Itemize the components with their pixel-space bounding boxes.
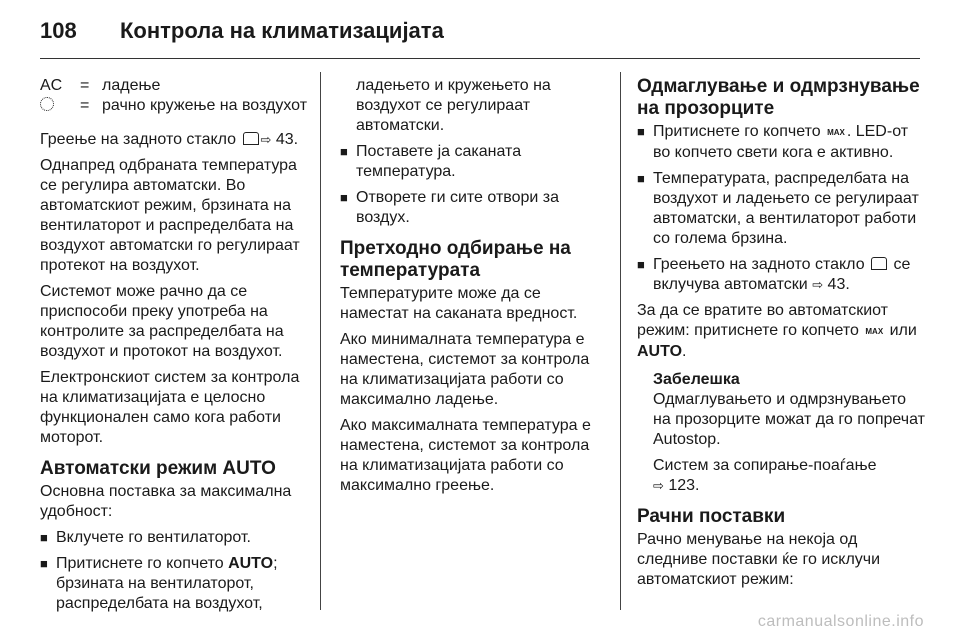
paragraph: Основна поставка за максимална удобност: xyxy=(40,483,292,520)
paragraph: Електронскиот систем за контрола на климатизацијата е целосно функционален само кога работи моторот. xyxy=(40,369,300,446)
header-rule xyxy=(40,58,920,59)
heading-manual-settings: Рачни поставки xyxy=(637,506,786,527)
bullet-item: ■ Притиснете го копчето AUTO; брзината на вентилаторот, распределбата на воздухот, xyxy=(40,554,312,614)
note-title: Забелешка xyxy=(653,371,740,388)
paragraph: Системот може рачно да се приспособи преку употреба на контролите за распределбата на воздухот и протокот на воздухот. xyxy=(40,283,284,360)
page-ref-arrow-icon: ⇨ xyxy=(260,132,272,147)
note-ref: Систем за сопирање-поаѓање ⇨ 123. xyxy=(653,457,877,494)
page-header xyxy=(40,14,920,54)
equals-sign: = xyxy=(80,77,90,94)
page-number: 108 xyxy=(40,18,77,43)
paragraph: Рачно менување на некоја од следниве поставки ќе го исклучи автоматскиот режим: xyxy=(637,531,881,588)
paragraph: Температурите може да се наместат на саканата вредност. xyxy=(340,285,578,322)
rear-window-heat-icon xyxy=(871,257,887,270)
windscreen-defrost-icon: MAX xyxy=(827,128,845,137)
bullet-item: ■ Отворете ги сите отвори за воздух. xyxy=(340,188,600,228)
column-2 xyxy=(340,76,600,502)
page-ref-arrow-icon: ⇨ xyxy=(812,277,824,292)
rear-window-heat-icon xyxy=(243,132,259,145)
paragraph: Ако максималната температура е наместена, системот за контрола на климатизацијата работи со максимално греење. xyxy=(340,417,591,494)
bullet-item: ■ Греењето на задното стакло се вклучува автоматски ⇨ 43. xyxy=(637,255,927,295)
note-text: Одмаглувањето и одмрзнувањето на прозорците можат да го попречат Autostop. xyxy=(653,391,925,448)
bullet-item: ■ Поставете ја саканата температура. xyxy=(340,142,600,182)
page-title: Контрола на климатизацијата xyxy=(120,18,444,43)
windscreen-defrost-icon: MAX xyxy=(865,327,884,336)
bullet-item: ■ Температурата, распределбата на воздухот и ладењето се регулираат автоматски, а вентилаторот работи со голема брзина. xyxy=(637,169,927,249)
column-divider-1 xyxy=(320,72,321,610)
symbol-ac-row xyxy=(40,76,312,96)
heading-defog: Одмаглување и одмрзнување на прозорците xyxy=(637,76,920,119)
equals-sign: = xyxy=(80,97,90,114)
note-block xyxy=(637,370,927,496)
paragraph: За да се вратите во автоматскиот режим: притиснете го копчето MAX или AUTO. xyxy=(637,302,917,360)
bullet-item: ■ Вклучете го вентилаторот. xyxy=(40,528,312,548)
paragraph: Ако минималната температура е наместена, системот за контрола на климатизацијата работи со максимално ладење. xyxy=(340,331,590,408)
watermark: carmanualsonline.info xyxy=(757,613,924,630)
ac-symbol: AC xyxy=(40,77,63,94)
paragraph: Однапред одбраната температура се регулира автоматски. Во автоматскиот режим, брзината на вентилаторот и распределбата на воздухот автоматски го регулираат протекот на воздухот. xyxy=(40,157,300,274)
recirculation-icon xyxy=(40,97,54,111)
paragraph: ладењето и кружењето на воздухот се регулираат автоматски. xyxy=(356,77,551,134)
rear-window-ref: Греење на задното стакло ⇨ 43. xyxy=(40,131,299,148)
heading-auto-mode: Автоматски режим AUTO xyxy=(40,458,276,479)
page-ref-arrow-icon: ⇨ xyxy=(653,478,664,493)
symbol-recirc-row xyxy=(40,96,312,116)
heading-temperature-preselect: Претходно одбирање на температурата xyxy=(340,238,571,281)
recirc-meaning: рачно кружење на воздухот xyxy=(102,97,308,114)
column-1 xyxy=(40,76,312,620)
column-3 xyxy=(637,76,927,596)
bullet-item: ■ Притиснете го копчето MAX . LED-от во копчето свети кога е активно. xyxy=(637,122,927,163)
ac-meaning: ладење xyxy=(102,77,161,94)
column-divider-2 xyxy=(620,72,621,610)
